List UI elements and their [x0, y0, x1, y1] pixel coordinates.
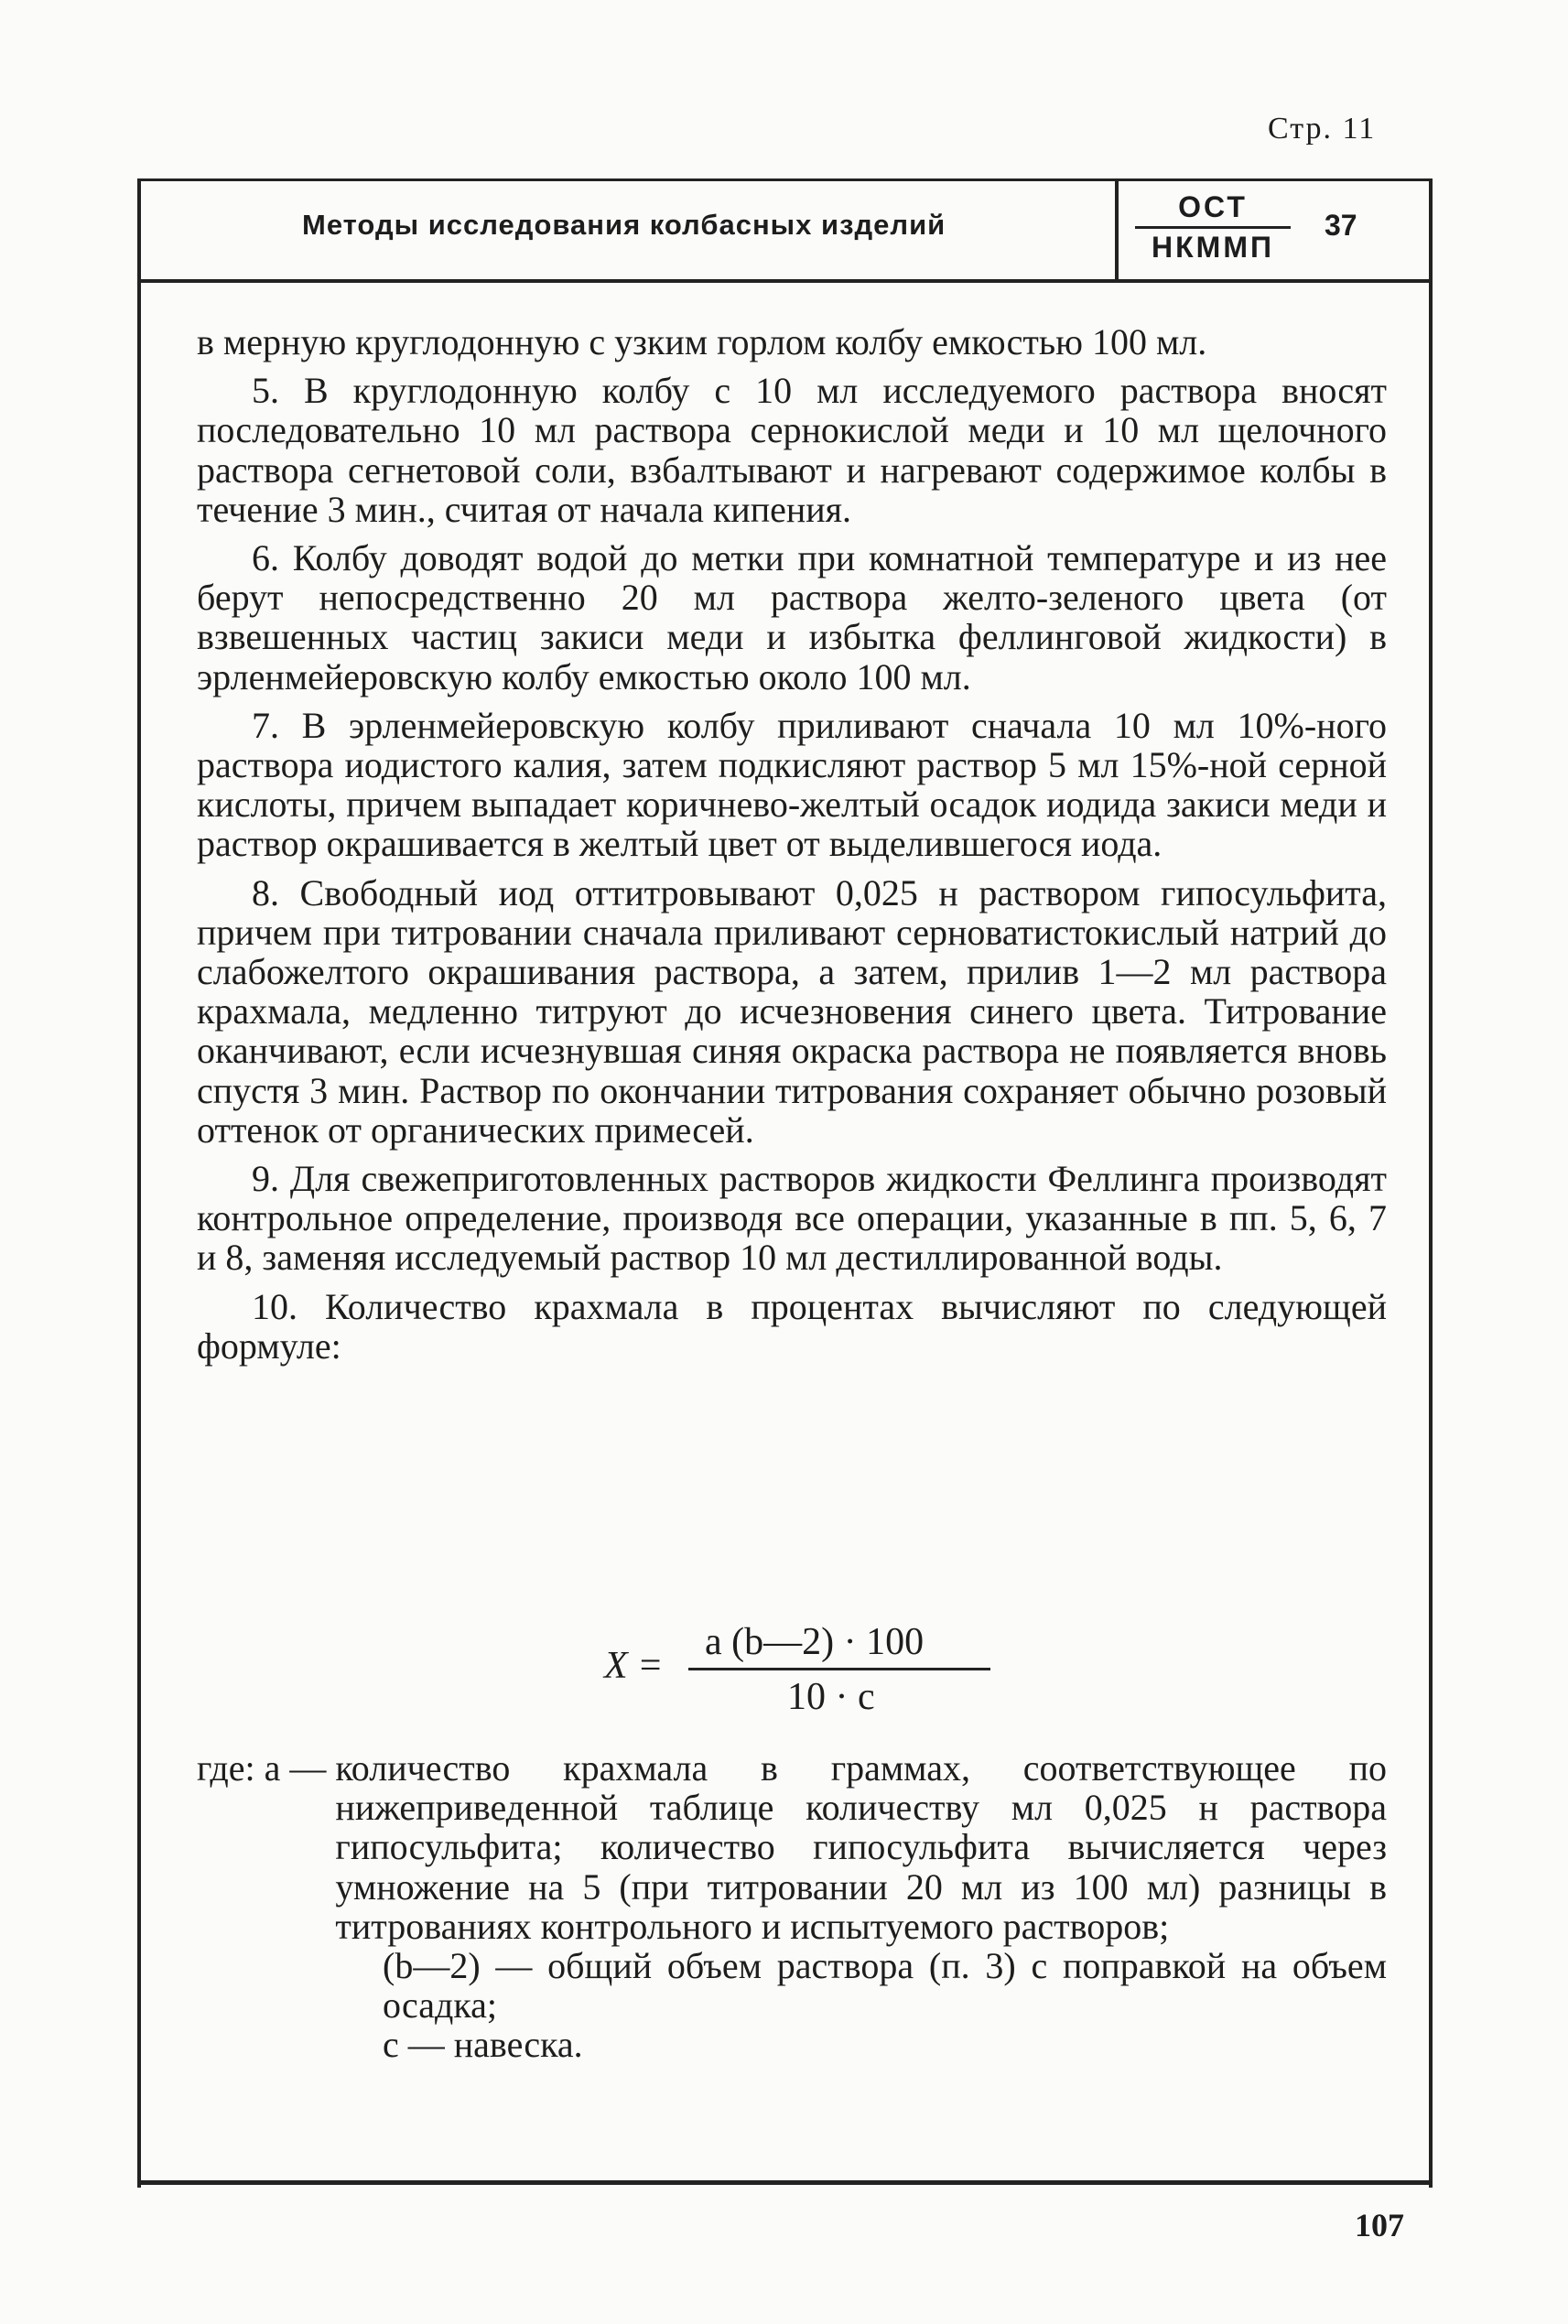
- definition-b-2: [383, 1946, 1387, 2025]
- definition-text: навеска.: [453, 2024, 583, 2066]
- formula-denominator: 10 · c: [787, 1676, 875, 1718]
- paragraph-continuation: в мерную круглодонную с узким горлом колбу емкостью 100 мл.: [197, 321, 1207, 362]
- definitions-lead: где:: [197, 1747, 255, 1789]
- standard-code: [1135, 190, 1291, 265]
- definition-term: (b—2) —: [383, 1945, 533, 1987]
- paragraph-step-6: 6. Колбу доводят водой до метки при комнатной температуре и из нее берут непосредственно 20 мл раствора желто-зеленого цвета (от взвешенных частиц закиси меди и избытка феллинговой жидкости) в эрленмейеровскую колбу емкостью около 100 мл.: [197, 537, 1387, 697]
- bottom-rule: [137, 2180, 1433, 2185]
- paragraph-step-10: 10. Количество крахмала в процентах вычисляют по следующей формуле:: [197, 1285, 1387, 1367]
- definition-term: a —: [264, 1747, 327, 1789]
- standard-top: ОСТ: [1135, 190, 1291, 229]
- formula-numerator: a (b—2) · 100: [705, 1621, 925, 1663]
- formula-lhs: X =: [604, 1645, 664, 1687]
- header-title: Методы исследования колбасных изделий: [302, 209, 946, 241]
- definition-text: общий объем раствора (п. 3) с поправкой на объем осадка;: [383, 1945, 1388, 2027]
- definition-c: [383, 2025, 1387, 2064]
- header-bottom-rule: [137, 279, 1433, 283]
- standard-number: 37: [1325, 209, 1357, 242]
- standard-bottom: НКММП: [1152, 231, 1274, 264]
- page-number: 107: [1355, 2207, 1404, 2243]
- definition-a: [197, 1748, 1387, 1946]
- header-divider: [1115, 181, 1119, 282]
- paragraph-step-5: 5. В круглодонную колбу с 10 мл исследуемого раствора вносят последовательно 10 мл раствора сернокислой меди и 10 мл щелочного раствора сегнетовой соли, взбалтывают и нагревают содержимое колбы в течение 3 мин., считая от начала кипения.: [197, 370, 1387, 530]
- definition-term: c —: [383, 2024, 445, 2066]
- paragraph-step-8: 8. Свободный иод оттитровывают 0,025 н раствором гипосульфита, причем при титровании сначала приливают серноватистокислый натрий до слабожелтого окрашивания раствора, а затем, прилив 1—2 мл раствора крахмала, медленно титруют до исчезновения синего цвета. Титрование оканчивают, если исчезнувшая синяя окраска раствора не появляется вновь спустя 3 мин. Раствор по окончании титрования сохраняет обычно розовый оттенок от органических примесей.: [197, 871, 1387, 1151]
- paragraph-step-7: 7. В эрленмейеровскую колбу приливают сначала 10 мл 10%-ного раствора иодистого калия, затем подкисляют раствор 5 мл 15%-ной серной кислоты, причем выпадает коричнево-желтый осадок иодида закиси меди и раствор окрашивается в желтый цвет от выделившегося иода.: [197, 704, 1387, 865]
- formula: [604, 1620, 1025, 1718]
- header-top-rule: [137, 178, 1433, 181]
- paragraph-step-9: 9. Для свежеприготовленных растворов жидкости Феллинга производят контрольное определение, производя все операции, указанные в пп. 5, 6, 7 и 8, заменяя исследуемый раствор 10 мл дестиллированной воды.: [197, 1158, 1387, 1279]
- definitions: [197, 1748, 1387, 2065]
- fraction-bar: [688, 1668, 990, 1670]
- page-label: Стр. 11: [1268, 112, 1377, 146]
- definition-text: количество крахмала в граммах, соответствующее по нижеприведенной таблице количеству мл 0,025 н раствора гипосульфита; количество гипосульфита вычисляется через умножение на 5 (при титровании 20 мл из 100 мл) разницы в титрованиях контрольного и испытуемого растворов;: [335, 1747, 1387, 1947]
- document-body: [197, 322, 1387, 1366]
